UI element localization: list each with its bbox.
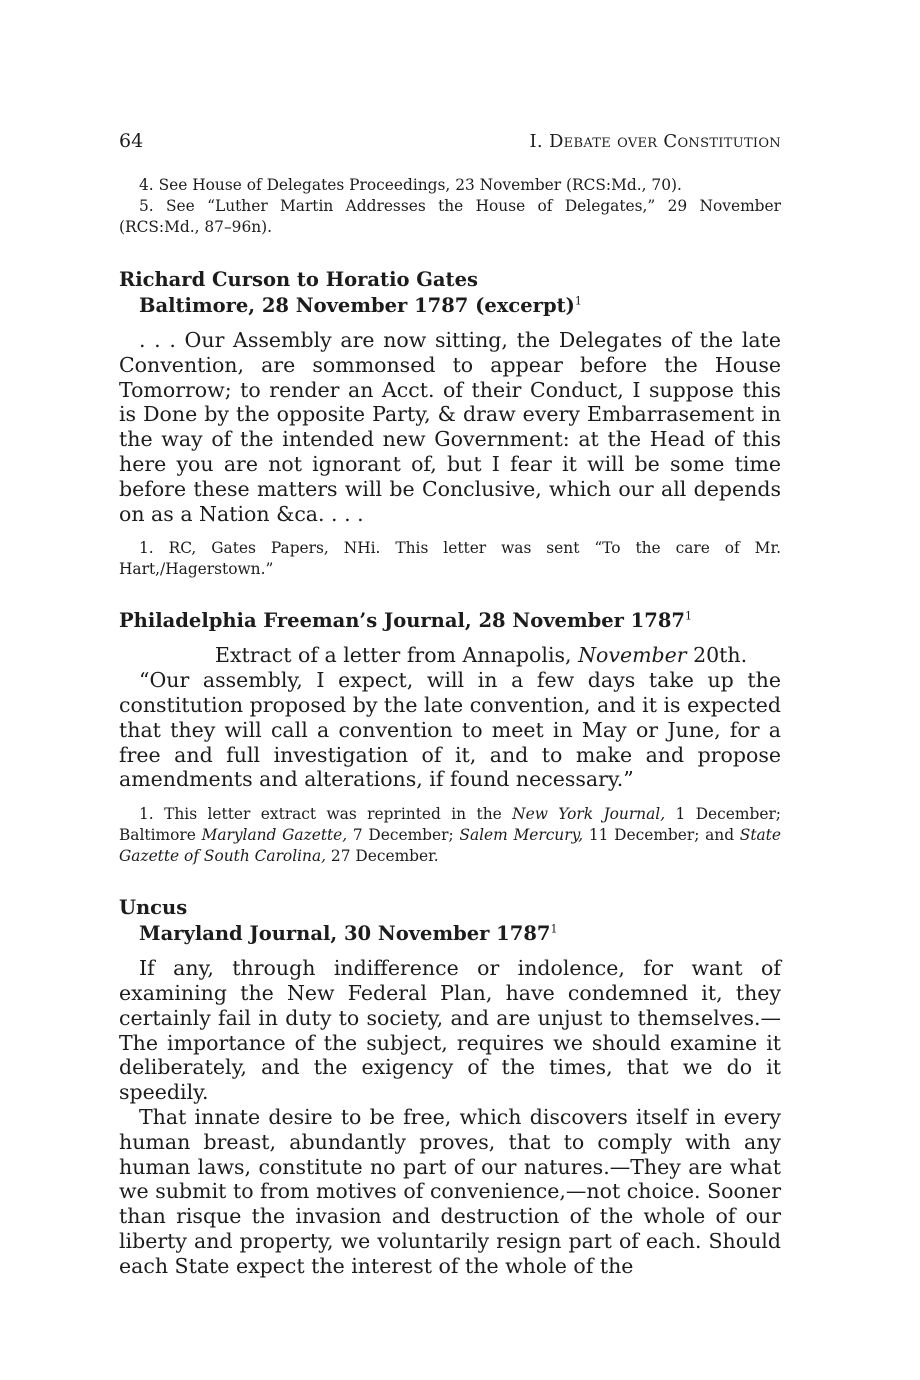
uncus-paragraph-2: That innate desire to be free, which discovers itself in every human breast, abundantly proves, that to comply with any human laws, constitute no part of our natures.—They are what we submit to from motives of convenience,—not choice. Sooner than risque the invasion and destruction of the whole of our liberty and property, we voluntarily resign part of each. Should each State expect the interest of the whole of the <box>119 1104 781 1278</box>
curson-heading-date-text: Baltimore, 28 November 1787 (excerpt) <box>139 294 575 317</box>
uncus-heading-source-text: Maryland Journal, 30 November 1787 <box>139 922 551 946</box>
note-publication: State Gazette of South Carolina, <box>119 826 781 866</box>
freeman-footnote-marker: 1 <box>684 609 692 623</box>
freeman-heading <box>119 608 781 634</box>
note-text: 1. This letter extract was reprinted in the <box>139 805 513 824</box>
curson-heading <box>119 267 781 319</box>
freeman-footnote-1 <box>119 804 781 867</box>
page-number: 64 <box>119 130 144 152</box>
note-text: 7 December; <box>347 826 460 845</box>
curson-footnote-marker: 1 <box>574 294 582 308</box>
curson-body: . . . Our Assembly are now sitting, the Delegates of the late Convention, are sommonsed to appear before the House Tomorrow; to render an Acct. of their Conduct, I suppose this is Done by the opposite Party, & draw every Embarrasement in the way of the intended new Government: at the Head of this here you are not ignorant of, but I fear it will be some time before these matters will be Conclusive, which our all depends on as a Nation &ca. . . . <box>119 328 781 526</box>
note-text: 27 December. <box>326 847 439 866</box>
running-title: I. Debate over Constitution <box>529 131 781 152</box>
uncus-heading <box>119 895 781 947</box>
note-publication: New York Journal, <box>512 805 666 824</box>
footnote-4: 4. See House of Delegates Proceedings, 23 November (RCS:Md., 70). <box>139 176 682 194</box>
note-publication: Salem Mercury, <box>459 826 584 845</box>
freeman-heading-title <box>119 608 781 634</box>
uncus-heading-source <box>119 921 781 947</box>
uncus-paragraph-1: If any, through indifference or indolence, for want of examining the New Federal Plan, have condemned it, they certainly fail in duty to society, and are unjust to themselves.—The importance of the subject, requires we should examine it deliberately, and the exigency of the times, that we do it speedily. <box>119 956 781 1105</box>
curson-letter <box>119 267 781 580</box>
footnote-5: 5. See “Luther Martin Addresses the House of Delegates,” 29 November (RCS:Md., 87–96n). <box>119 197 781 236</box>
note-text: 1 December; Baltimore <box>119 805 781 845</box>
page <box>119 128 781 1279</box>
uncus-footnote-marker: 1 <box>550 922 558 936</box>
freeman-body: “Our assembly, I expect, will in a few days take up the constitution proposed by the late convention, and it is expected that they will call a convention to meet in May or June, for a free and full investigation of it, and to make and propose amendments and alterations, if found necessary.” <box>119 668 781 792</box>
top-footnotes <box>119 175 781 238</box>
dateline-month: November <box>578 643 687 668</box>
freeman-dateline <box>119 643 781 668</box>
uncus-heading-author: Uncus <box>119 896 188 920</box>
dateline-suffix: 20th. <box>686 643 748 668</box>
dateline-prefix: Extract of a letter from Annapolis, <box>215 643 579 668</box>
note-publication: Maryland Gazette, <box>201 826 348 845</box>
freeman-journal <box>119 608 781 867</box>
uncus-essay <box>119 895 781 1278</box>
running-head <box>119 128 781 155</box>
curson-footnote-1: 1. RC, Gates Papers, NHi. This letter was sent “To the care of Mr. Hart,/Hagerstown.” <box>119 539 781 579</box>
curson-heading-date <box>119 293 781 319</box>
note-text: 11 December; and <box>583 826 740 845</box>
freeman-notes <box>119 804 781 867</box>
curson-notes <box>119 538 781 580</box>
freeman-heading-text: Philadelphia Freeman’s Journal, 28 November 1787 <box>119 609 685 633</box>
curson-heading-title: Richard Curson to Horatio Gates <box>119 268 478 291</box>
